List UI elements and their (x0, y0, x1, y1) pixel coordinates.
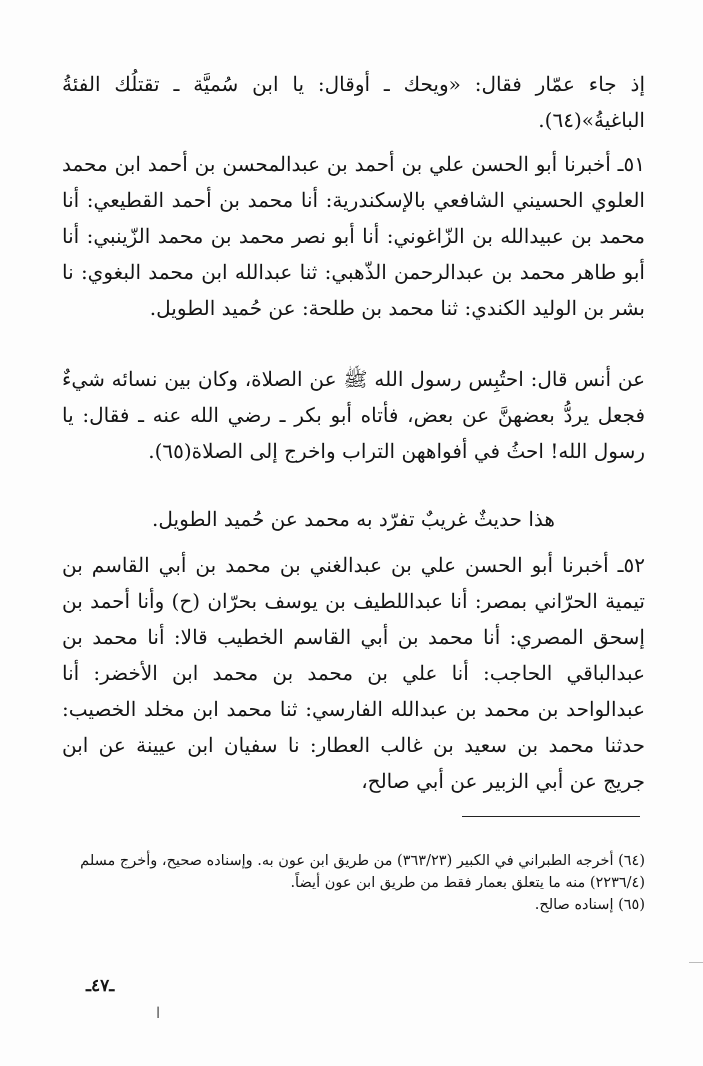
hadith-52-isnad (62, 547, 645, 799)
edge-tick (689, 962, 703, 963)
hadith-51-matn (62, 361, 645, 469)
stray-mark: ا (156, 1004, 161, 1022)
footnote-divider (462, 816, 640, 817)
page-number: ـ٤٧ـ (86, 976, 115, 996)
footnote-64: (٦٤) أخرجه الطبراني في الكبير (٣٦٣/٢٣) من طريق ابن عون به. وإسناده صحيح، وأخرج مسلم (٢٢٣٦/٤) منه ما يتعلق بعمار فقط من طريق ابن عون أيضاً. (80, 853, 645, 891)
hadith-51-isnad-text: ٥١ـ أخبرنا أبو الحسن علي بن أحمد بن عبدالمحسن بن أحمد ابن محمد العلوي الحسيني الشافعي بالإسكندرية: أنا محمد بن أحمد القطيعي: أنا محمد بن عبيدالله بن الزّاغوني: أنا أبو نصر محمد بن محمد الزّينبي: أنا أبو طاهر محمد بن عبدالرحمن الذّهبي: ثنا عبدالله ابن محمد البغوي: نا بشر بن الوليد الكندي: ثنا محمد بن طلحة: عن حُميد الطويل. (62, 152, 645, 320)
hadith-51-comment-text: هذا حديثٌ غريبٌ تفرّد به محمد عن حُميد الطويل. (152, 507, 555, 531)
hadith-51-matn-text: عن أنس قال: احتُبِس رسول الله ﷺ عن الصلاة، وكان بين نسائه شيءٌ فجعل يردُّ بعضهنَّ عن بعض، فأتاه أبو بكر ـ رضي الله عنه ـ فقال: يا رسول الله! احثُ في أفواههن التراب واخرج إلى الصلاة(٦٥). (62, 367, 645, 463)
footnote-65: (٦٥) إسناده صالح. (534, 897, 645, 913)
hadith-51-isnad (62, 146, 645, 326)
footnotes (68, 850, 645, 916)
hadith-52-isnad-text: ٥٢ـ أخبرنا أبو الحسن علي بن عبدالغني بن محمد بن أبي القاسم بن تيمية الحرّاني بمصر: أنا عبداللطيف بن يوسف بحرّان (ح) وأنا أحمد بن إسحق المصري: أنا محمد بن أبي القاسم الخطيب قالا: أنا محمد بن عبدالباقي الحاجب: أنا علي بن محمد بن محمد ابن الأخضر: أنا عبدالواحد بن محمد بن عبدالله الفارسي: ثنا محمد ابن مخلد الخصيب: حدثنا محمد بن سعيد بن غالب العطار: نا سفيان ابن عيينة عن ابن جريج عن أبي الزبير عن أبي صالح، (62, 553, 645, 793)
intro-text: إذ جاء عمّار فقال: «ويحك ـ أوقال: يا ابن سُميَّة ـ تقتلُك الفئةُ الباغيةُ»(٦٤). (62, 72, 645, 132)
hadith-51-comment (62, 501, 645, 537)
intro-paragraph (62, 66, 645, 138)
